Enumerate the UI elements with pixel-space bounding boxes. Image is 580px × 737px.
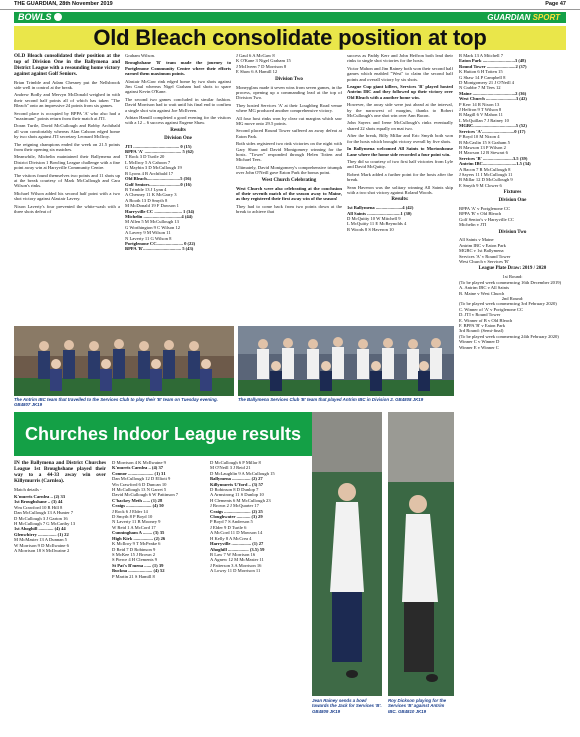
results-heading: Results: (391, 197, 409, 203)
result-line: S McKee 15 J Brown 2 (112, 551, 155, 557)
result-line: P Boyd 7 S Anderson 5 (210, 519, 253, 525)
result-line: B Millar 12 D McCullough 9 (459, 177, 513, 183)
result-line: H Clements 6 M McCullough 23 (210, 497, 271, 503)
result-line: J Gaul 6 A McGaw 8 (236, 53, 275, 58)
result-line: B Lyons 4 B Archibald 17 (125, 170, 174, 176)
result-line: L McIlroy 5 A Cahoon 7 (125, 159, 171, 165)
action-photo-jean-rainey (312, 412, 382, 696)
result-line: B Mawson 13 P Wilson 2 (459, 144, 506, 150)
result-line: High Kirk ................. (2) 26 (112, 535, 166, 541)
result-line: K'murris Carnlea .. (2) 33 (14, 493, 66, 499)
story1-paragraph: success as Paddy Kerr and John Heffron both lead their rinks to single shot victories for the hosts. (347, 53, 453, 64)
result-line: J Patterson 3 A Morrison 16 (210, 562, 262, 568)
result-line: Wn Crawford 6 D Duncan 10 (112, 481, 167, 487)
result-line: L McQuitty 11 E McReynolds 4 (347, 221, 407, 227)
result-line: A Morrison 18 S McIlwaine 2 (14, 547, 70, 553)
story1-paragraph: Meanwhile, Michelin maintained their Ballymena and District Division 1 Bowling League challenge with a fine point away win at Harryville Community Centre. (14, 154, 120, 171)
result-line: H Mawson 12 B Stewart 6 (459, 150, 508, 156)
story1-paragraph: Robert Mark added a further point for the hosts after the break. (347, 171, 453, 183)
story1-paragraph: The visitors found themselves two points and 11 shots up at the break courtesy of Mark McCullough and Cara Wilson's rinks. (14, 172, 120, 189)
result-line: Old Bleach.............................5 (56) (125, 176, 192, 182)
photo4-caption: Roy Dickson playing for the Services 'B' against Antrim IBC. GB4810 JK19 (388, 698, 447, 714)
result-line: Winner C v Winner D (459, 339, 500, 345)
result-line: G Maybin 3 D McCullough 19 (125, 165, 182, 171)
result-line: BPPA 'A' v Portglenone CC (459, 205, 511, 211)
result-line: A. Antrim IBC v All Saints (459, 285, 510, 291)
result-line: West Church v Services 'B' (459, 259, 509, 265)
brand-sport: SPORT (532, 12, 560, 22)
story1-paragraph: Victor Mahon and Jim Rainey both won their second half games which enabled "West" to claim the second half points and overall victory by six shots. (347, 65, 453, 82)
result-line: Wm Crawford 10 R Hill 8 (14, 504, 63, 510)
result-line: N Crabbe 7 M Tees 12 (459, 85, 501, 91)
result-line: Harryville CC ........................ 1 (34) (125, 208, 195, 214)
result-line: D Reid 7 D Robinson 9 (112, 546, 156, 552)
result-line: Golf Senior's v Harryville CC (459, 216, 514, 222)
result-line: W Morrison 9 D McIlwaine 6 (14, 542, 69, 548)
story2-column-1 (14, 460, 106, 730)
results-heading: Results (170, 127, 186, 133)
story1-paragraph: John Sayers and Irene McCullough's rinks eventually shared 22 shots equally on mat two. (347, 120, 453, 131)
result-line: J McIlveen 7 D Morrison 8 (236, 63, 287, 69)
photo2-caption: The Ballymena Services Club 'B' team that played Antrim IBC in Division 2. GB4808 JK19 (238, 397, 424, 402)
section-name: BOWLS (18, 12, 52, 23)
result-line: K'murris Carnlea .. (4) 37 (112, 465, 164, 471)
result-line: Services 'B' ..........................3.5 (39) (459, 155, 528, 161)
action-photo-roy-dickson (388, 412, 454, 696)
result-line: L McQuillan 7 J Rainey 10 (459, 117, 509, 123)
result-line: David McCullough 6 W Pattinson 7 (112, 492, 179, 498)
result-line: A Bacon 7 R McCullough 8 (459, 166, 511, 172)
result-line: Connor ...................... (1) 31 (112, 470, 166, 476)
round-label: 2nd Round: (501, 296, 524, 301)
result-line: C. Winner of 'A' v Portglenone CC (459, 306, 524, 312)
result-line: Services 'A' v Round Tower (459, 253, 511, 259)
result-line: D Morrison 4 K McIlwaine 9 (112, 460, 166, 465)
result-line: M McMaster 13 A Dunnan 5 (14, 537, 67, 543)
match-details-label: Match details - (14, 486, 42, 492)
result-line: A Chesney 11 K McGarry 3 (125, 192, 177, 198)
result-line: A Armstrong 11 S Dunlop 10 (210, 492, 264, 498)
fixtures-heading: Division One (498, 198, 527, 204)
result-line: E Shaw 6 A Hamill 12 (236, 69, 278, 75)
story1-paragraph: Both sides registered two rink victories on the night with Gary Shaw and David Montgomery winning for the hosts. "Tower" responded through Helen Totten and Michael Tees. (236, 141, 342, 163)
result-line: M McDonald 19 F Dawson 1 (125, 203, 179, 209)
story1-column-2 (125, 53, 231, 322)
story1-paragraph: Ultimately, David Montgomery's comprehensive triumph over John O'Neill gave Eaton Park the bonus point. (236, 164, 342, 176)
result-line: Craigs ...................... (4) 50 (112, 503, 164, 509)
result-line: Buckna ..................... (4) 52 (112, 568, 165, 574)
result-line: R Woods 8 S Haveron 10 (347, 226, 394, 232)
result-line: D McCullough 3 J Garton 16 (14, 515, 68, 521)
result-line: K O'Kane 3 Nigel Graham 15 (236, 58, 291, 64)
result-line: BPPA 'A' ................................ 5 (62) (125, 149, 194, 155)
result-line: P Boyd 10 M Nixon 4 (459, 134, 500, 140)
division-heading: Division One (164, 135, 192, 141)
result-line: B Law 7 W Morrison 16 (210, 551, 256, 557)
brand-name: GUARDIAN (487, 12, 531, 22)
result-line: West Church ..........................3 (42) (459, 96, 527, 102)
result-line: Harryville ................. (1) 27 (210, 541, 264, 547)
result-line: Dan McCullough 13 A Hunter 7 (14, 510, 74, 516)
story1-paragraph: They hosted Services 'A' at their Loughbeg Road venue where MG produced another comprehensive victory. (236, 102, 342, 114)
result-line: D Robinson 8 D Dunlop 7 (210, 487, 259, 493)
result-line: T Rock 3 D Turtle 20 (125, 154, 165, 160)
result-line: A Agnew 12 M McMaster 11 (210, 557, 264, 563)
story1-paragraph: The second two games concluded in similar fashion. David Morrison had to wait until his final end to confirm a single shot win against Joe McIlveen. (125, 96, 231, 113)
result-line: C'backey Meth ...... (1) 28 (112, 497, 163, 503)
story1-paragraph: However, the away side were just ahead at the interval, by the narrowest of margins, thanks to Robert McCullough's one shot win over Ann Bacon. (347, 102, 453, 119)
result-line: G Shaw 14 P Campbell 8 (459, 74, 506, 80)
result-line: St Pat's B'mena ...... (1) 39 (112, 562, 164, 568)
result-line: Winner E v Winner C (459, 344, 499, 350)
story1-paragraph: Brian Trimble and Adam Chesney put the Nellsbrook side well in control at the break. (14, 79, 120, 90)
story1-paragraph: They did so courtesy of two first half victories from Lyle and David McQuitty. (347, 158, 453, 170)
photo1-caption: The Antrim IBC team that travelled to the Services Club to play their 'B' team on Tuesday evening. GB4807 JK19 (14, 397, 218, 408)
result-line: A Booth 13 D Smyth 8 (125, 197, 168, 203)
team-photo-services-b (238, 326, 454, 396)
result-line: J Brown 2 J McQuarter 17 (210, 503, 259, 509)
story1-paragraph: Michael Wilson added his second half point with a two shot victory against Alastair Lavery. (14, 190, 120, 202)
result-line: W Reid 1 A McCord 17 (112, 524, 156, 530)
result-line: J Elder 9 D Turtle 6 (210, 524, 247, 530)
result-line: Maine .....................................2 (36) (459, 90, 527, 96)
story2-lead: IN the Ballymena and District Churches League 1st Broughshane played their way to a 44-33 away win over Killymurris (Carnlea). (14, 460, 106, 485)
result-line: Dan McCullough 12 D Elliott 9 (112, 476, 171, 482)
story1-column-4 (347, 53, 453, 322)
story1-paragraph: After the break, Billy Millar and Eric Smyth both won for the hosts which brought victory overall by five shots. (347, 133, 453, 144)
result-line: M Allen 5 M McCullough 13 (125, 219, 179, 225)
result-line: BPPA 'B' v Old Bleach (459, 211, 502, 217)
story1-paragraph: Second placed Round Tower suffered an away defeat at Eaton Park. (236, 128, 342, 139)
team-photo-antrim-ibc (14, 326, 234, 396)
result-line: B. Maine v West Church (459, 290, 505, 296)
story1-paragraph: Moneyglass made it seven wins from seven games, in the process, opening up a commanding lead at the top of Division Two. (236, 84, 342, 101)
story1-paragraph: Alastair McGaw rink edged home by two shots against Jim Gaul whereas Nigel Graham had shots to spare against Kevin O'Kane. (125, 78, 231, 95)
result-line: R Mark 13 A Mitchell 7 (459, 53, 504, 58)
result-line: A Lowry 11 D Morrison 11 (210, 568, 261, 574)
result-line: 1st Broughshane .. (3) 44 (14, 499, 63, 505)
result-line: D McQuitty 10 W Mitchell 9 (347, 216, 401, 222)
story1-paragraph: Broughshane 'B' team made the journey to Portglenone Community Centre where their efforts earned them maximum points. (125, 60, 231, 77)
result-line: B Trimble 13 J Lynn 4 (125, 186, 167, 192)
result-line: MGBC v 1st Ballymena (459, 248, 504, 254)
result-line: M O'Neill 3 J Reid 21 (210, 465, 251, 471)
result-line: K Hutton 6 H Totten 15 (459, 69, 503, 75)
story1-paragraph: League Cup giant killers, Services 'B' played hosted Antrim IBC and they followed up their victory over Old Bleach with a another home win. (347, 84, 453, 100)
story1-paragraph: All four host rinks won by clear cut margins which saw MG move onto 29.5 points. (236, 115, 342, 126)
result-line: Antrim IBC.............................1.5 (34) (459, 161, 531, 167)
result-line: Ballymena ................ (2) 27 (210, 476, 263, 482)
result-line: J Heffron 9 T Wilson 8 (459, 107, 502, 113)
round-label: 1st Round: (502, 274, 523, 280)
story1-paragraph: The reigning champions ended the week on 21.5 points from their opening six matches. (14, 141, 120, 152)
story1-paragraph: Adrian Hamill completed a good evening for the visitors with a 12 – 6 success against Eugene Shaw. (125, 115, 231, 126)
story1-paragraph: Doran Turtle, David McCullough and Bobby Archibald all won comfortably whereas Alan Cahoon edged home by two shots against JTI secretary Leonard McIlroy. (14, 123, 120, 140)
result-line: D McLaughlin 9 A McCullough 15 (210, 470, 275, 476)
result-line: JTI ........................................ 0 (15) (125, 143, 192, 149)
story1-paragraph: Andrew Bodly and Mervyn McDonald weighed in with their second half points all of which has taken "The Bleach" onto an impressive 24 points from six games. (14, 92, 120, 109)
result-line: G Worthington 9 C Wilson 12 (125, 224, 181, 230)
result-line: R Magill 6 V Mahon 11 (459, 112, 503, 118)
bowl-icon (54, 13, 62, 21)
story1-column-5 (459, 53, 566, 645)
result-line: P Kerr 14 R Nixon 13 (459, 101, 500, 107)
result-line: (To be played week commencing 16th December 2019) (459, 279, 562, 285)
result-line: A McCord 11 D Mawson 14 (210, 530, 263, 536)
result-line: 1st Ahoghill ............. (4) 44 (14, 526, 66, 532)
result-line: Round Tower .........................2 (37) (459, 63, 527, 69)
section-title (18, 12, 62, 23)
result-line: Eaton Park ............................3 (48) (459, 58, 526, 64)
result-line: S Pierce 4 H Clements 9 (112, 557, 158, 563)
result-line: B McCaslin 15 S Graham 5 (459, 139, 510, 145)
subheading: West Church Celebrating (261, 177, 317, 183)
subheading: Division Two (275, 76, 303, 82)
result-line: H McCullough 13 N Garret 5 (112, 487, 167, 493)
result-line: Cunningham A ........ (3) 35 (112, 530, 165, 536)
result-line: D McCullough 6 P Millar 8 (210, 460, 261, 465)
story1-paragraph: Nixon Laverty's four prevented the white-wash with a three shots defeat of (14, 203, 120, 215)
result-line: Golf Seniors...........................0 (16) (125, 181, 192, 187)
result-line: J Sayers 11 I McCullough 11 (459, 171, 513, 177)
result-line: H Kelly 8 A McCrea 4 (210, 535, 252, 541)
result-line: D Montgomery 21 J O'Neill 4 (459, 80, 515, 86)
result-line: H McCullough 7 G McCarthy 13 (14, 520, 76, 526)
result-line: Services 'A'............................0 (17) (459, 128, 526, 134)
result-line: 1st Ballymena .......................4 (42) (347, 205, 414, 211)
fixtures-heading: Division Two (498, 229, 527, 235)
fixtures-heading: Fixtures (503, 190, 522, 196)
result-line: MGBC.....................................5 (52) (459, 123, 527, 129)
result-line: D. JTI v Round Tower (459, 312, 501, 318)
result-line: P Martin 21 S Hamill 8 (112, 573, 155, 579)
result-line: Michelin .................................4 (44) (125, 213, 193, 219)
result-line: K McIlroy 9 T McPeake 6 (112, 541, 161, 547)
result-line: N Laverty 11 B Mooney 9 (112, 519, 161, 525)
masthead-date: THE GUARDIAN, 28th November 2019 (14, 1, 113, 8)
result-line: Craigs ....................... (2) 25 (210, 508, 263, 514)
result-line: E. Winner of B v Old Bleach (459, 317, 513, 323)
result-line: Antrim IBC v Eaton Park (459, 242, 506, 248)
result-line: Ahoghill .................. (3.5) 59 (210, 546, 265, 552)
result-line: BPPA 'B'................................. 5 (43) (125, 246, 194, 252)
result-line: All Saints v Maine (459, 237, 494, 243)
result-line: Cloughwater ............ (3) 29 (210, 514, 263, 520)
result-line: 3rd Round: (Semi-final) (459, 328, 504, 334)
story1-paragraph: In Ballymena welcomed All Saints to Mortonhouse Lane where the home side recorded a four point win. (347, 146, 453, 157)
page-number: Page 47 (545, 1, 566, 8)
story1-paragraph: Sean Haveron was the solitary winning All Saints skip with a two shot victory against Roland Woods. (347, 184, 453, 195)
result-line: A Lavery 9 M Wilson 11 (125, 230, 171, 236)
story2-column-2 (112, 460, 204, 730)
story1-column-3 (236, 53, 342, 322)
story1-paragraph: West Church were also celebrating at the conclusion of their seventh match of the season away to Maine, as they registered their first away win of the season! (236, 185, 342, 202)
result-line: N Laverty 11 G Wilson 8 (125, 235, 172, 241)
story1-paragraph: They had to come back from two points down at the break to achieve that (236, 203, 342, 215)
story2-column-3 (210, 460, 302, 730)
story1-paragraph: Second place is occupied by BPPA 'A' who also had a "maximum" points return from their match at JTI. (14, 110, 120, 121)
result-line: (To be played week commencing 3rd February 2020) (459, 301, 557, 307)
story1-headline: Old Bleach consolidate position at top (14, 26, 566, 50)
story1-paragraph: OLD Bleach consolidated their position at the top of Division One in the Ballymena and District League with a resounding home victory against against Golf Seniors. (14, 53, 120, 78)
result-line: E Smyth 9 M Clower 6 (459, 182, 502, 188)
result-line: All Saints .............................1 (30) (347, 210, 412, 216)
section-bar (14, 12, 566, 23)
page-masthead (0, 0, 580, 10)
result-line: Michelin v JTI (459, 222, 487, 228)
result-line: (To be played week commencing 24th February 2020) (459, 333, 559, 339)
result-line: Killymurris U'ford .. (3) 57 (210, 481, 264, 487)
fixtures-heading: League Plate Draw: 2019 / 2020 (478, 266, 547, 272)
result-line: Glenwhirry ................ (1) 22 (14, 531, 69, 537)
story1-paragraph: Graham Wilson. (125, 53, 156, 58)
brand-logo (487, 13, 560, 22)
story2-headline: Churches Indoor League results (14, 412, 312, 456)
result-line: J Rock 6 J Elder 14 (112, 508, 148, 514)
photo3-caption: Jean Rainey sends a bowl towards the Jack for Services 'B'. GB4809 JK19 (312, 698, 382, 714)
result-line: Portglenone CC....................... 0 (22) (125, 240, 196, 246)
story1-column-1 (14, 53, 120, 322)
result-line: D Smyth 8 P Boyd 10 (112, 514, 153, 520)
result-line: F. BPPA 'B' v Eaton Park (459, 323, 506, 329)
